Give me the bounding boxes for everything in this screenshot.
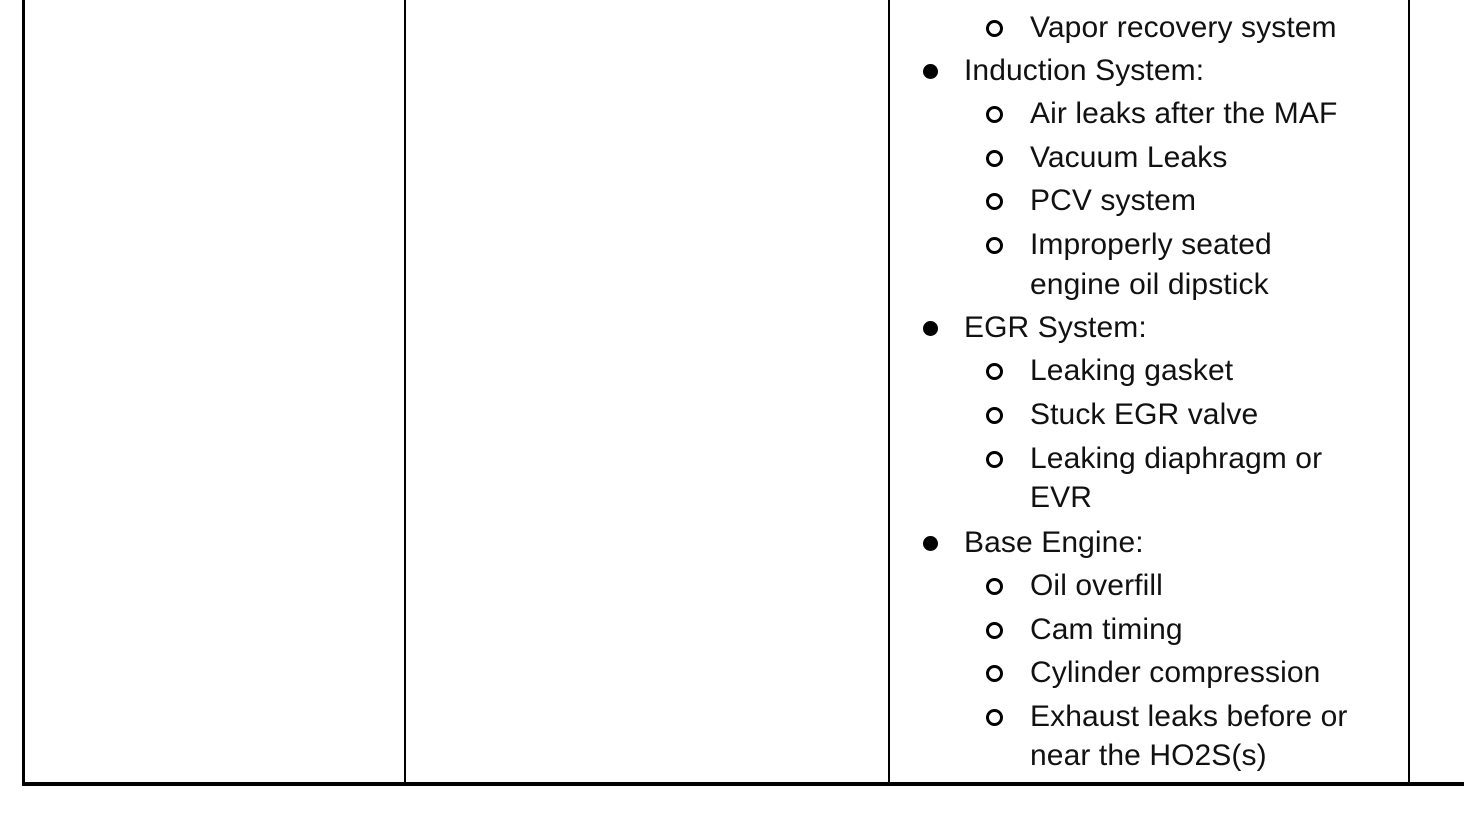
table-bottom-border [22, 782, 1464, 786]
section-heading: Induction System: [964, 54, 1205, 87]
filled-bullet-icon [923, 64, 938, 79]
section-heading: EGR System: [964, 311, 1147, 344]
list-item-text: near the HO2S(s) [1030, 739, 1267, 772]
list-item-text: Stuck EGR valve [1030, 398, 1259, 431]
column-divider-1 [404, 0, 406, 784]
column-divider-2 [888, 0, 890, 784]
hollow-circle-bullet-icon [986, 578, 1003, 595]
list-item-text: Leaking gasket [1030, 354, 1234, 387]
hollow-circle-bullet-icon [986, 709, 1003, 726]
hollow-circle-bullet-icon [986, 150, 1003, 167]
list-item-text: Vacuum Leaks [1030, 141, 1228, 174]
hollow-circle-bullet-icon [986, 193, 1003, 210]
hollow-circle-bullet-icon [986, 665, 1003, 682]
hollow-circle-bullet-icon [986, 407, 1003, 424]
filled-bullet-icon [923, 321, 938, 336]
hollow-circle-bullet-icon [986, 106, 1003, 123]
list-item-text: Oil overfill [1030, 569, 1163, 602]
column-divider-3 [1408, 0, 1410, 784]
list-item-text: Exhaust leaks before or [1030, 700, 1348, 733]
list-item-text: PCV system [1030, 184, 1197, 217]
list-item-text: EVR [1030, 481, 1092, 514]
list-item-text: Cam timing [1030, 613, 1183, 646]
table-left-border [22, 0, 25, 786]
hollow-circle-bullet-icon [986, 451, 1003, 468]
hollow-circle-bullet-icon [986, 237, 1003, 254]
list-item-text: Cylinder compression [1030, 656, 1321, 689]
filled-bullet-icon [923, 536, 938, 551]
hollow-circle-bullet-icon [986, 20, 1003, 37]
hollow-circle-bullet-icon [986, 363, 1003, 380]
section-heading: Base Engine: [964, 526, 1144, 559]
list-item-text: Leaking diaphragm or [1030, 442, 1323, 475]
list-item-text: Air leaks after the MAF [1030, 97, 1338, 130]
list-item-text: engine oil dipstick [1030, 268, 1269, 301]
hollow-circle-bullet-icon [986, 622, 1003, 639]
list-item-text: Vapor recovery system [1030, 11, 1337, 44]
list-item-text: Improperly seated [1030, 228, 1272, 261]
